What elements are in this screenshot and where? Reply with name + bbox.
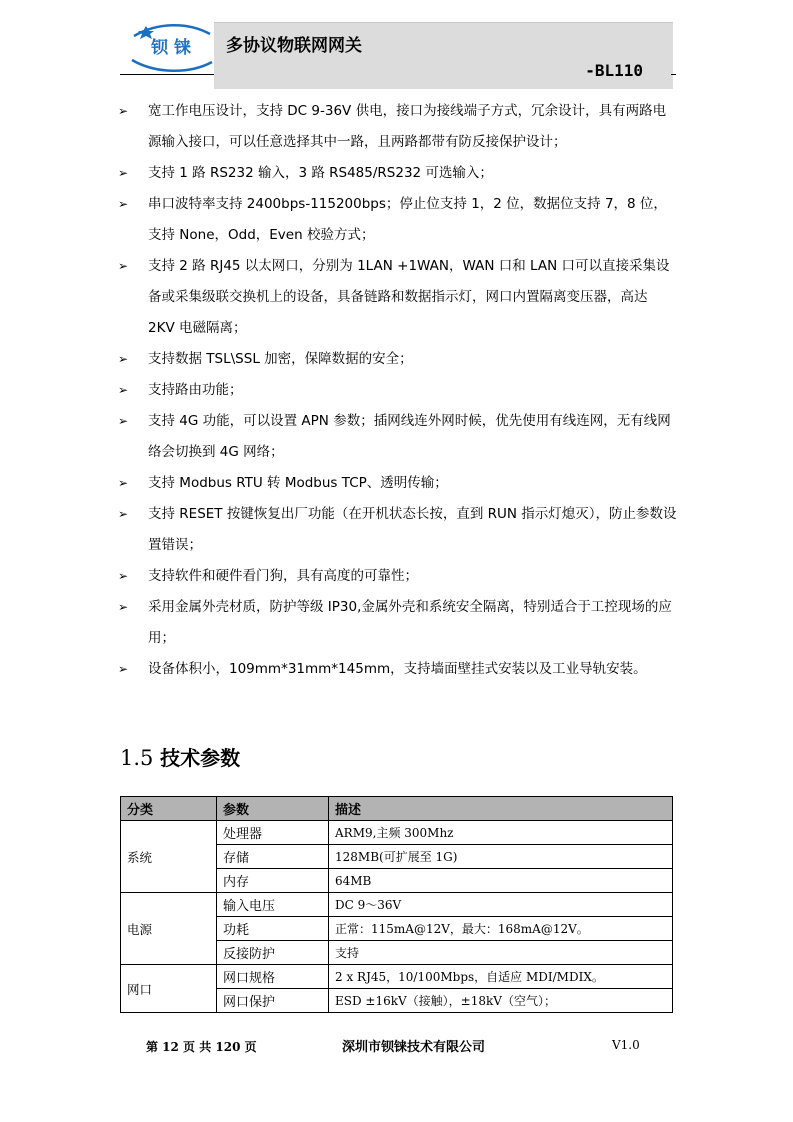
param-cell: 网口保护 <box>217 989 329 1013</box>
feature-text: 设备体积小，109mm*31mm*145mm，支持墙面壁挂式安装以及工业导轨安装。 <box>148 661 647 677</box>
arrow-bullet-icon: ➢ <box>118 197 129 211</box>
param-cell: 存储 <box>217 845 329 869</box>
arrow-bullet-icon: ➢ <box>118 662 129 676</box>
feature-text: 支持 2 路 RJ45 以太网口，分别为 1LAN +1WAN，WAN 口和 LAN 口可以直接采集设备或采集级联交换机上的设备，具备链路和数据指示灯，网口内置隔离变压器，高达 2KV 电磁隔离； <box>148 258 670 336</box>
feature-text: 支持软件和硬件看门狗，具有高度的可靠性； <box>148 568 418 584</box>
column-header: 描述 <box>329 797 673 821</box>
param-cell: 输入电压 <box>217 893 329 917</box>
section-heading <box>120 742 240 771</box>
category-cell: 网口 <box>121 965 217 1013</box>
param-cell: 网口规格 <box>217 965 329 989</box>
feature-text: 支持 Modbus RTU 转 Modbus TCP、透明传输； <box>148 475 448 491</box>
feature-text: 支持数据 TSL\SSL 加密，保障数据的安全； <box>148 351 413 367</box>
logo-text: 钡 铼 <box>151 38 191 58</box>
header-rule-left <box>120 74 214 75</box>
feature-item <box>118 96 678 158</box>
param-cell: 内存 <box>217 869 329 893</box>
desc-cell: 128MB(可扩展至 1G) <box>329 845 673 869</box>
arrow-bullet-icon: ➢ <box>118 166 129 180</box>
feature-text: 宽工作电压设计，支持 DC 9-36V 供电，接口为接线端子方式，冗余设计，具有两路电源输入接口，可以任意选择其中一路，且两路都带有防反接保护设计； <box>148 103 667 150</box>
logo-swoosh-icon <box>128 16 214 76</box>
category-cell: 电源 <box>121 893 217 965</box>
feature-item <box>118 158 678 189</box>
footer-company: 深圳市钡铼技术有限公司 <box>342 1040 486 1055</box>
page-number: 第 12 页 共 120 页 <box>146 1040 257 1054</box>
arrow-bullet-icon: ➢ <box>118 383 129 397</box>
table-header-row <box>121 797 673 821</box>
feature-text: 采用金属外壳材质，防护等级 IP30,金属外壳和系统安全隔离，特别适合于工控现场的应用； <box>148 599 672 646</box>
desc-cell: 正常：115mA@12V，最大：168mA@12V。 <box>329 917 673 941</box>
arrow-bullet-icon: ➢ <box>118 569 129 583</box>
arrow-bullet-icon: ➢ <box>118 352 129 366</box>
column-header: 参数 <box>217 797 329 821</box>
table-row <box>121 821 673 845</box>
param-cell: 处理器 <box>217 821 329 845</box>
feature-list <box>118 96 678 685</box>
feature-item <box>118 468 678 499</box>
desc-cell: 支持 <box>329 941 673 965</box>
arrow-bullet-icon: ➢ <box>118 259 129 273</box>
feature-text: 支持 1 路 RS232 输入，3 路 RS485/RS232 可选输入； <box>148 165 493 181</box>
footer-version: V1.0 <box>612 1038 640 1052</box>
feature-item <box>118 344 678 375</box>
feature-item <box>118 375 678 406</box>
arrow-bullet-icon: ➢ <box>118 414 129 428</box>
desc-cell: 64MB <box>329 869 673 893</box>
category-cell: 系统 <box>121 821 217 893</box>
param-cell: 反接防护 <box>217 941 329 965</box>
table-row <box>121 893 673 917</box>
feature-item <box>118 189 678 251</box>
arrow-bullet-icon: ➢ <box>118 476 129 490</box>
header-title: 多协议物联网网关 <box>226 36 362 56</box>
feature-item <box>118 251 678 344</box>
page-footer <box>0 1036 793 1056</box>
feature-text: 支持 RESET 按键恢复出厂功能（在开机状态长按，直到 RUN 指示灯熄灭），防止参数设置错误； <box>148 506 677 553</box>
feature-text: 串口波特率支持 2400bps-115200bps；停止位支持 1，2 位，数据位支持 7，8 位，支持 None，Odd，Even 校验方式； <box>148 196 667 243</box>
header-banner <box>214 22 673 89</box>
feature-item <box>118 654 678 685</box>
section-number: 1.5 <box>120 746 154 770</box>
desc-cell: ESD ±16kV（接触），±18kV（空气）； <box>329 989 673 1013</box>
arrow-bullet-icon: ➢ <box>118 600 129 614</box>
header-model: -BL110 <box>585 61 643 80</box>
company-logo <box>128 16 214 76</box>
column-header: 分类 <box>121 797 217 821</box>
arrow-bullet-icon: ➢ <box>118 507 129 521</box>
arrow-bullet-icon: ➢ <box>118 104 129 118</box>
spec-table <box>120 796 673 1013</box>
section-title: 技术参数 <box>160 746 241 770</box>
header-rule-right <box>671 74 676 75</box>
feature-item <box>118 561 678 592</box>
param-cell: 功耗 <box>217 917 329 941</box>
feature-text: 支持路由功能； <box>148 382 243 398</box>
desc-cell: DC 9～36V <box>329 893 673 917</box>
feature-item <box>118 406 678 468</box>
table-row <box>121 965 673 989</box>
feature-item <box>118 499 678 561</box>
desc-cell: ARM9,主频 300Mhz <box>329 821 673 845</box>
desc-cell: 2 x RJ45，10/100Mbps，自适应 MDI/MDIX。 <box>329 965 673 989</box>
feature-item <box>118 592 678 654</box>
feature-text: 支持 4G 功能，可以设置 APN 参数；插网线连外网时候，优先使用有线连网，无有线网络会切换到 4G 网络； <box>148 413 671 460</box>
